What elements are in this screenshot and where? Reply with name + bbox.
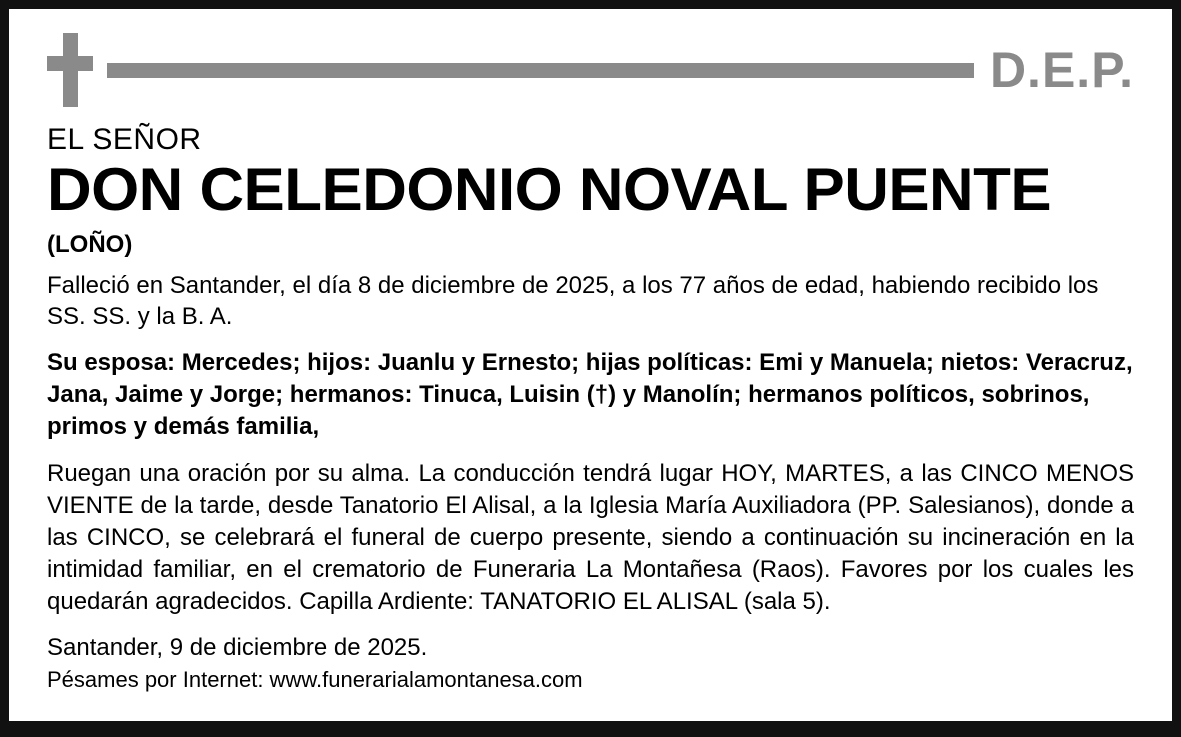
- family-members: Su esposa: Mercedes; hijos: Juanlu y Ernesto; hijas políticas: Emi y Manuela; nietos: Veracruz, Jana, Jaime y Jorge; hermanos: Tinuca, Luisin (†) y Manolín; hermanos políticos, sobrinos, primos y demás familia,: [47, 349, 1133, 441]
- death-information: Falleció en Santander, el día 8 de diciembre de 2025, a los 77 años de edad, habiendo recibido los SS. SS. y la B. A.: [47, 271, 1099, 331]
- dep-label: D.E.P.: [989, 42, 1134, 98]
- place-and-date: Santander, 9 de diciembre de 2025.: [47, 634, 428, 662]
- obituary-content: [9, 9, 1172, 694]
- funeral-service-details: Ruegan una oración por su alma. La conducción tendrá lugar HOY, MARTES, a las CINCO MENOS VIENTE de la tarde, desde Tanatorio El Alisal, a la Iglesia María Auxiliadora (PP. Salesianos), donde a las CINCO, se celebrará el funeral de cuerpo presente, siendo a continuación su incineración en la intimidad familiar, en el crematorio de Funeraria La Montañesa (Raos). Favores por los cuales les quedarán agradecidos. Capilla Ardiente: TANATORIO EL ALISAL (sala 5).: [47, 459, 1134, 616]
- cross-icon: [47, 33, 93, 107]
- obituary-header: [47, 31, 1134, 109]
- deceased-nickname: (LOÑO): [47, 231, 133, 258]
- header-divider-rule: [107, 63, 974, 78]
- cross-horizontal-bar: [47, 56, 93, 71]
- honorific-label: EL SEÑOR: [47, 123, 202, 156]
- online-condolences: Pésames por Internet: www.funerarialamontanesa.com: [47, 666, 583, 692]
- deceased-name: DON CELEDONIO NOVAL PUENTE: [47, 156, 1052, 223]
